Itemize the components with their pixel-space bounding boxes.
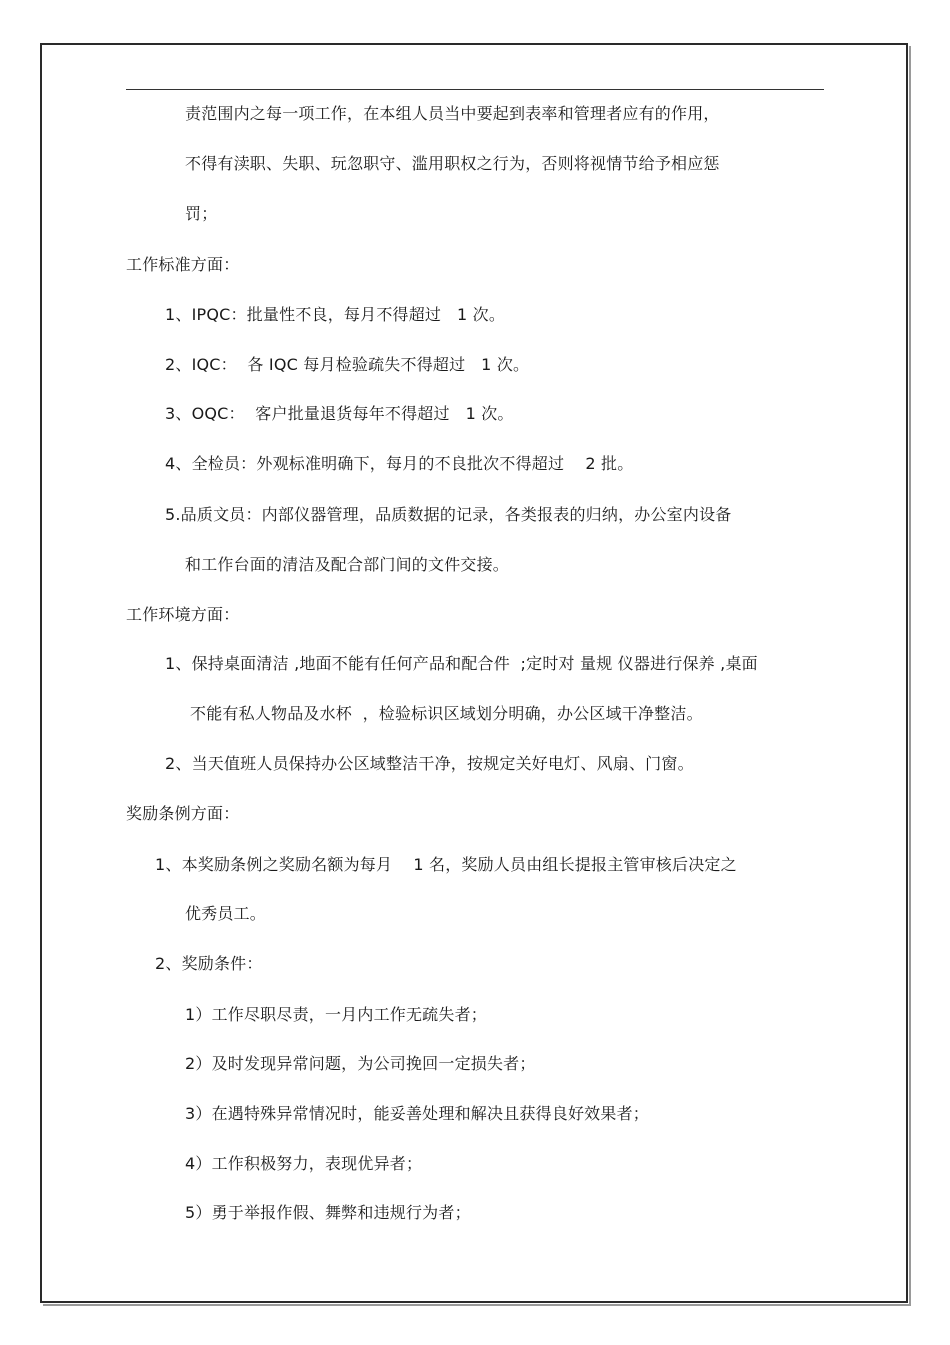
section-heading: 奖励条例方面： — [126, 804, 240, 823]
header-rule — [126, 89, 824, 90]
sub-list-item: 3）在遇特殊异常情况时，能妥善处理和解决且获得良好效果者； — [185, 1104, 649, 1123]
paragraph-line: 罚； — [185, 204, 218, 223]
paragraph-line: 责范围内之每一项工作，在本组人员当中要起到表率和管理者应有的作用， — [185, 104, 720, 123]
sub-list-item: 2）及时发现异常问题，为公司挽回一定损失者； — [185, 1054, 536, 1073]
paragraph-line: 不得有渎职、失职、玩忽职守、滥用职权之行为，否则将视情节给予相应惩 — [185, 154, 720, 173]
list-item: 3、OQC： 客户批量退货每年不得超过 1 次。 — [165, 404, 514, 423]
list-item: 1、IPQC：批量性不良，每月不得超过 1 次。 — [165, 305, 506, 324]
section-heading: 工作标准方面： — [126, 255, 240, 274]
sub-list-item: 5）勇于举报作假、舞弊和违规行为者； — [185, 1203, 471, 1222]
sub-list-item: 4）工作积极努力，表现优异者； — [185, 1154, 423, 1173]
list-item: 1、本奖励条例之奖励名额为每月 1 名，奖励人员由组长提报主管审核后决定之 — [155, 855, 737, 874]
list-item: 5.品质文员：内部仪器管理，品质数据的记录，各类报表的归纳，办公室内设备 — [165, 505, 732, 524]
list-item: 2、奖励条件： — [155, 954, 263, 973]
list-item: 2、当天值班人员保持办公区域整洁干净，按规定关好电灯、风扇、门窗。 — [165, 754, 694, 773]
list-item: 1、保持桌面清洁 ,地面不能有任何产品和配合件 ;定时对 量规 仪器进行保养 ,桌面 — [165, 654, 758, 673]
list-item: 4、全检员：外观标准明确下，每月的不良批次不得超过 2 批。 — [165, 454, 634, 473]
list-item: 2、IQC： 各 IQC 每月检验疏失不得超过 1 次。 — [165, 355, 530, 374]
sub-list-item: 1）工作尽职尽责，一月内工作无疏失者； — [185, 1005, 487, 1024]
list-item-continuation: 不能有私人物品及水杯 ，检验标识区域划分明确，办公区域干净整洁。 — [190, 704, 703, 723]
list-item-continuation: 优秀员工。 — [185, 904, 267, 923]
list-item-continuation: 和工作台面的清洁及配合部门间的文件交接。 — [185, 555, 510, 574]
section-heading: 工作环境方面： — [126, 605, 240, 624]
